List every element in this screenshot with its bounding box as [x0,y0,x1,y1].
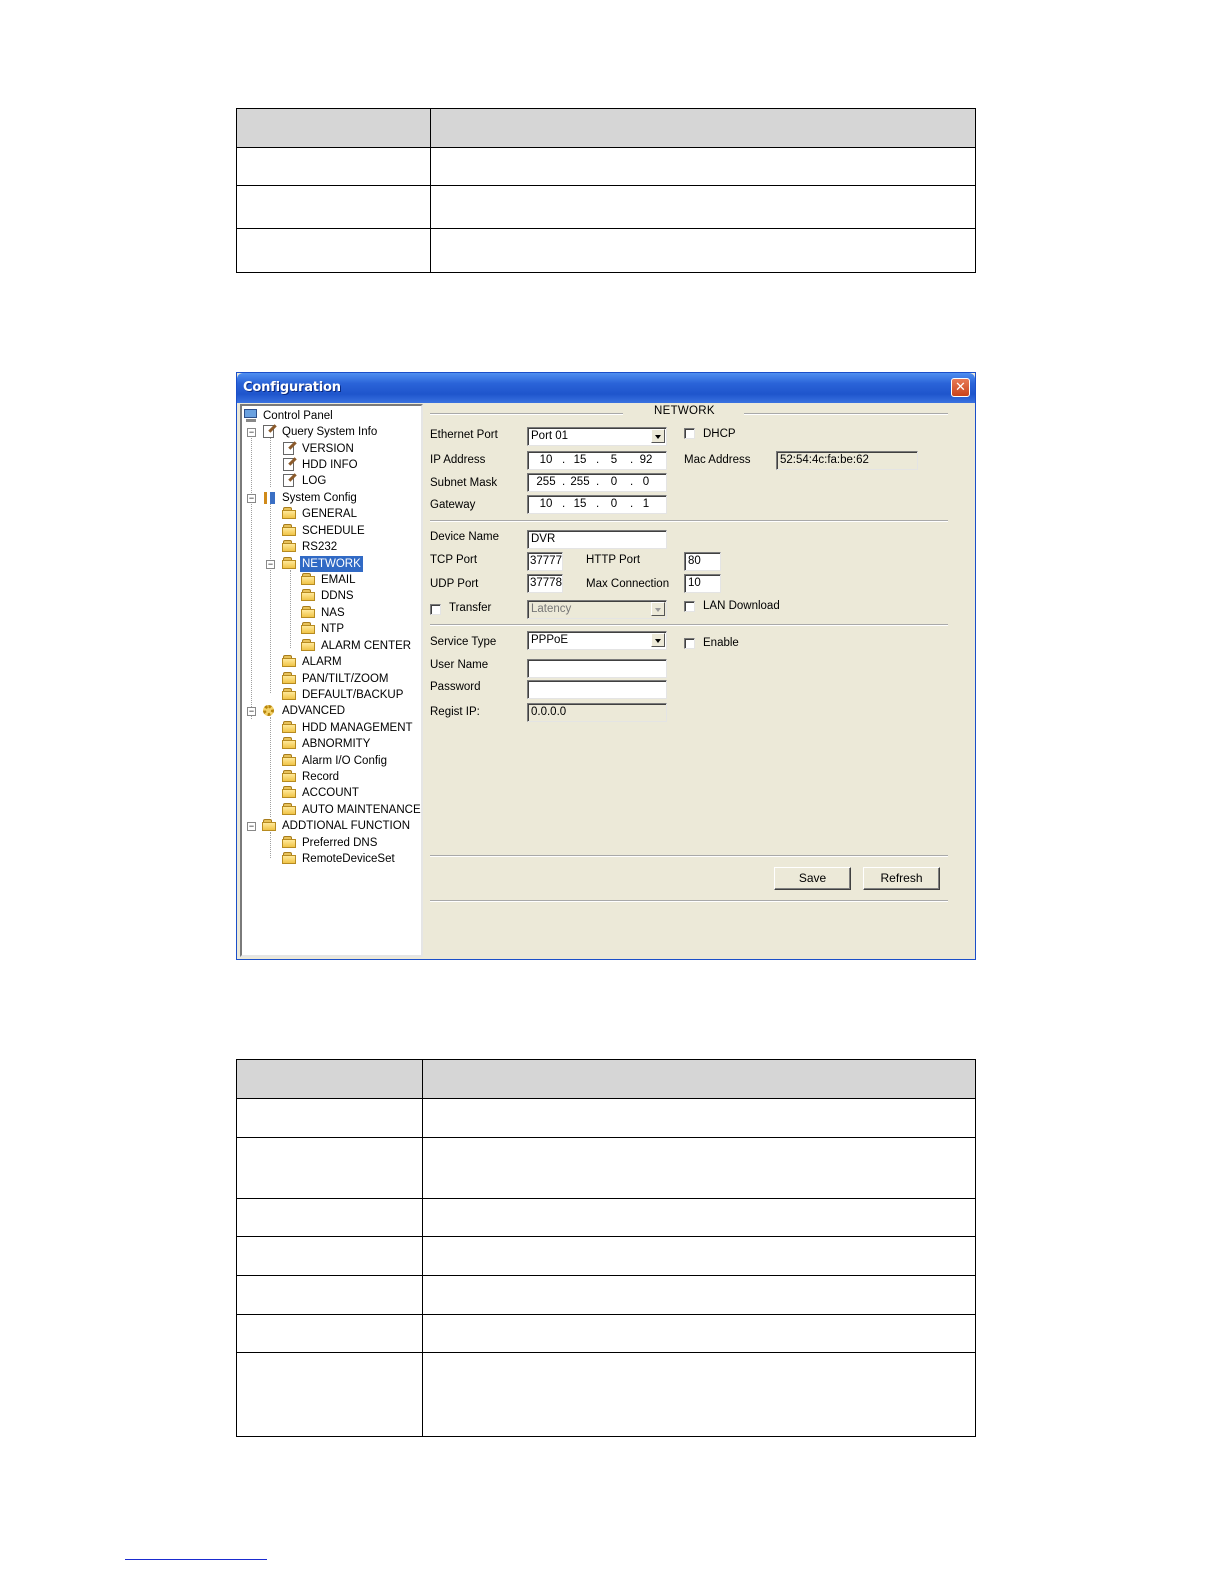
folder-icon [282,770,298,783]
folder-icon [282,540,298,553]
table-row [237,1276,976,1315]
subnet-mask-field[interactable] [527,473,667,492]
max-connection-label: Max Connection [586,578,670,590]
ip-octet[interactable]: 5 [610,454,618,466]
tree-item-default-backup[interactable]: DEFAULT/BACKUP [282,687,405,703]
device-name-label: Device Name [430,531,500,543]
tree-connector [270,437,271,487]
save-button[interactable]: Save [774,867,851,890]
table-row [237,1353,976,1437]
gear-icon [262,704,278,717]
ip-separator: . [630,476,634,488]
folder-icon [301,589,317,602]
chevron-down-icon[interactable] [651,429,665,443]
ip-octet[interactable]: 10 [539,454,553,466]
section-divider [744,413,948,415]
service-type-value: PPPoE [531,634,569,646]
close-icon: ✕ [955,380,966,395]
table-row [237,1099,976,1138]
tree-item-hdd-info[interactable]: HDD INFO [282,457,360,473]
password-input[interactable] [527,680,667,699]
tree-connector [270,503,271,693]
tree-connector [290,570,291,648]
collapse-toggle[interactable]: − [248,427,255,437]
ip-octet[interactable]: 255 [570,476,590,488]
user-name-label: User Name [430,659,489,671]
tree-item-hdd-management[interactable]: HDD MANAGEMENT [282,720,415,736]
tree-item-log[interactable]: LOG [282,473,328,489]
table-row [237,1237,976,1276]
ip-separator: . [630,498,634,510]
ip-address-label: IP Address [430,454,486,466]
computer-icon [243,409,259,422]
ip-octet[interactable]: 15 [573,454,587,466]
refresh-button[interactable]: Refresh [863,867,940,890]
folder-icon [282,836,298,849]
tree-item-alarm[interactable]: ALARM [282,654,344,670]
transfer-checkbox[interactable] [430,604,441,615]
folder-icon [301,622,317,635]
subnet-mask-label: Subnet Mask [430,477,498,489]
tree-item-control-panel[interactable]: Control Panel [243,408,335,424]
section-divider [430,624,948,626]
table-row [237,1199,976,1237]
dhcp-label: DHCP [703,428,736,440]
folder-icon [262,819,278,832]
transfer-value: Latency [531,603,572,615]
folder-icon [282,852,298,865]
section-divider [430,855,948,857]
ip-octet[interactable]: 1 [642,498,650,510]
table-row [237,148,976,186]
tree-item-schedule[interactable]: SCHEDULE [282,523,367,539]
tree-item-preferred-dns[interactable]: Preferred DNS [282,835,379,851]
folder-icon [301,606,317,619]
tree-connector [270,832,271,858]
folder-icon [282,786,298,799]
navigation-tree [240,404,423,957]
ip-separator: . [596,476,600,488]
top-table [236,108,976,273]
window-title: Configuration [243,380,341,395]
section-divider [430,413,623,415]
lan-download-checkbox[interactable] [684,601,695,612]
tree-item-pan-tilt-zoom[interactable]: PAN/TILT/ZOOM [282,671,390,687]
http-port-input[interactable]: 80 [684,552,721,571]
folder-open-icon [282,557,298,570]
password-label: Password [430,681,481,693]
section-divider [430,900,948,902]
gateway-field[interactable] [527,495,667,514]
folder-icon [282,737,298,750]
folder-icon [282,524,298,537]
document-icon [282,474,298,487]
tree-connector [251,432,252,719]
table-row [237,1315,976,1353]
enable-label: Enable [703,637,739,649]
tcp-port-input[interactable]: 37777 [527,552,563,571]
tree-item-email[interactable]: EMAIL [301,572,358,588]
folder-icon [282,655,298,668]
section-divider [430,520,948,522]
regist-ip-field: 0.0.0.0 [527,703,667,722]
table-row [237,186,976,229]
folder-icon [301,573,317,586]
tree-item-alarm-io-config[interactable]: Alarm I/O Config [282,753,389,769]
collapse-toggle[interactable]: − [248,821,255,831]
ip-separator: . [630,454,634,466]
tree-item-record[interactable]: Record [282,769,341,785]
collapse-toggle[interactable]: − [248,493,255,503]
ip-separator: . [562,476,566,488]
ip-separator: . [596,498,600,510]
tree-item-query-system-info[interactable]: Query System Info [262,424,379,440]
transfer-select [527,600,667,619]
tree-item-auto-maintenance[interactable]: AUTO MAINTENANCE [282,802,423,818]
folder-icon [282,688,298,701]
tree-item-additional-function[interactable]: ADDTIONAL FUNCTION [262,818,412,834]
ip-octet[interactable]: 92 [639,454,653,466]
ip-separator: . [562,454,566,466]
gateway-label: Gateway [430,499,476,511]
tree-item-general[interactable]: GENERAL [282,506,359,522]
http-port-label: HTTP Port [586,554,641,566]
configuration-window [236,372,976,960]
user-name-input[interactable] [527,659,667,678]
service-type-label: Service Type [430,636,497,648]
transfer-label: Transfer [449,602,492,614]
tree-item-alarm-center[interactable]: ALARM CENTER [301,638,413,654]
ip-separator: . [562,498,566,510]
ethernet-port-label: Ethernet Port [430,429,498,441]
ethernet-port-value: Port 01 [531,430,569,442]
udp-port-input[interactable]: 37778 [527,574,563,593]
document-icon [282,442,298,455]
ip-octet[interactable]: 0 [642,476,650,488]
folder-icon [282,507,298,520]
tree-item-advanced[interactable]: ADVANCED [262,703,347,719]
tree-item-ntp[interactable]: NTP [301,621,346,637]
ip-octet[interactable]: 0 [610,498,618,510]
tree-item-rs232[interactable]: RS232 [282,539,339,555]
ip-octet[interactable]: 255 [536,476,556,488]
tree-item-ddns[interactable]: DDNS [301,588,356,604]
lan-download-label: LAN Download [703,600,780,612]
collapse-toggle[interactable]: − [248,706,255,716]
document-icon [262,425,278,438]
chevron-down-icon[interactable] [651,633,665,647]
enable-checkbox[interactable] [684,638,695,649]
tree-item-account[interactable]: ACCOUNT [282,785,361,801]
tools-icon [262,491,278,504]
ip-octet[interactable]: 0 [610,476,618,488]
tree-item-abnormity[interactable]: ABNORMITY [282,736,372,752]
tree-connector [270,717,271,817]
max-connection-input[interactable]: 10 [684,574,721,593]
tree-item-system-config[interactable]: System Config [262,490,359,506]
ethernet-port-select[interactable] [527,427,667,446]
tree-item-remote-device-set[interactable]: RemoteDeviceSet [282,851,397,867]
collapse-toggle[interactable]: − [267,559,274,569]
ip-address-field[interactable] [527,451,667,470]
document-icon [282,458,298,471]
tree-item-network[interactable]: NETWORK [282,556,363,572]
tree-item-version[interactable]: VERSION [282,441,356,457]
table-header-row [237,1060,976,1099]
regist-ip-label: Regist IP: [430,706,480,718]
close-button[interactable] [951,378,970,397]
chevron-down-icon [651,602,665,616]
ip-octet[interactable]: 15 [573,498,587,510]
service-type-select[interactable] [527,631,667,650]
device-name-input[interactable]: DVR [527,530,667,549]
udp-port-label: UDP Port [430,578,479,590]
tree-item-nas[interactable]: NAS [301,605,347,621]
folder-icon [282,754,298,767]
tcp-port-label: TCP Port [430,554,478,566]
ip-separator: . [596,454,600,466]
footnote-separator [125,1559,267,1560]
folder-icon [301,639,317,652]
mac-address-field: 52:54:4c:fa:be:62 [776,451,918,470]
table-header-row [237,109,976,148]
mac-address-label: Mac Address [684,454,751,466]
bottom-table [236,1059,976,1437]
folder-icon [282,721,298,734]
panel-heading: NETWORK [654,405,715,417]
dhcp-checkbox[interactable] [684,428,695,439]
folder-icon [282,672,298,685]
folder-icon [282,803,298,816]
ip-octet[interactable]: 10 [539,498,553,510]
table-row [237,1138,976,1199]
table-row [237,229,976,273]
title-bar[interactable] [237,373,975,403]
